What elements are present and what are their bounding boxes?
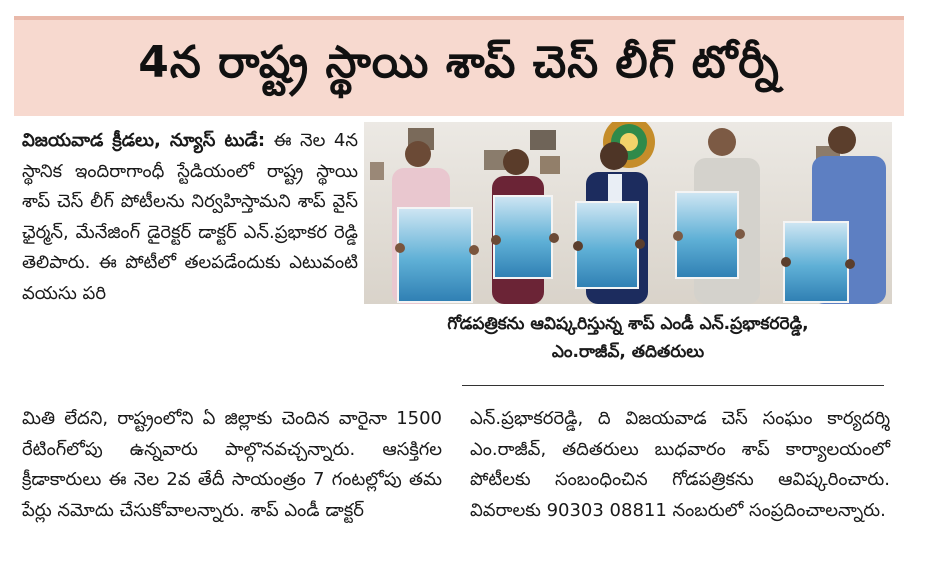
photo-illustration: [364, 122, 892, 304]
article-byline: విజయవాడ క్రీడలు, న్యూస్ టుడే:: [22, 130, 266, 151]
photo-caption-line-2: ఎం.రాజీవ్, తదితరులు: [551, 342, 705, 362]
headline-banner: [14, 16, 904, 116]
article-left-text: ఈ నెల 4న స్థానిక ఇందిరాగాంధీ స్టేడియంలో రాష్ట్ర స్థాయి శాప్ చెస్ లీగ్ పోటీలను నిర్వహిస్తామని శాప్ వైస్ ఛైర్మన్, మేనేజింగ్ డైరెక్టర్ డాక్టర్ ఎన్.ప్రభాకర రెడ్డి తెలిపారు. ఈ పోటీలో తలపడేందుకు ఎటువంటి వయసు పరి: [22, 130, 358, 304]
article-bottom-right-text: ఎన్.ప్రభాకరరెడ్డి, ది విజయవాడ చెస్ సంఘం కార్యదర్శి ఎం.రాజీవ్, తదితరులు బుధవారం శాప్ కార్యాలయంలో పోటీలకు సంబంధించిన గోడపత్రికను ఆవిష్కరించారు. వివరాలకు 90303 08811 నంబరులో సంప్రదించాలన్నారు.: [470, 408, 890, 521]
article-bottom-left-text: మితి లేదని, రాష్ట్రంలోని ఏ జిల్లాకు చెందిన వారైనా 1500 రేటింగ్‌లోపు ఉన్నవారు పాల్గొనవచ్చన్నారు. ఆసక్తిగల క్రీడాకారులు ఈ నెల 2వ తేదీ సాయంత్రం 7 గంటల్లోపు తమ పేర్లు నమోదు చేసుకోవాలన్నారు. శాప్ ఎండీ డాక్టర్: [22, 408, 442, 521]
article-bottom-left-column: [22, 404, 442, 526]
photo-caption: [364, 310, 892, 366]
headline-title: 4న రాష్ట్ర స్థాయి శాప్ చెస్ లీగ్ టోర్నీ: [138, 37, 780, 88]
caption-divider: [462, 385, 884, 386]
news-photo: [364, 122, 892, 304]
article-bottom-right-column: [470, 404, 890, 526]
photo-caption-line-1: గోడపత్రికను ఆవిష్కరిస్తున్న శాప్ ఎండీ ఎన్.ప్రభాకరరెడ్డి,: [447, 314, 809, 334]
article-left-column: [22, 126, 358, 309]
